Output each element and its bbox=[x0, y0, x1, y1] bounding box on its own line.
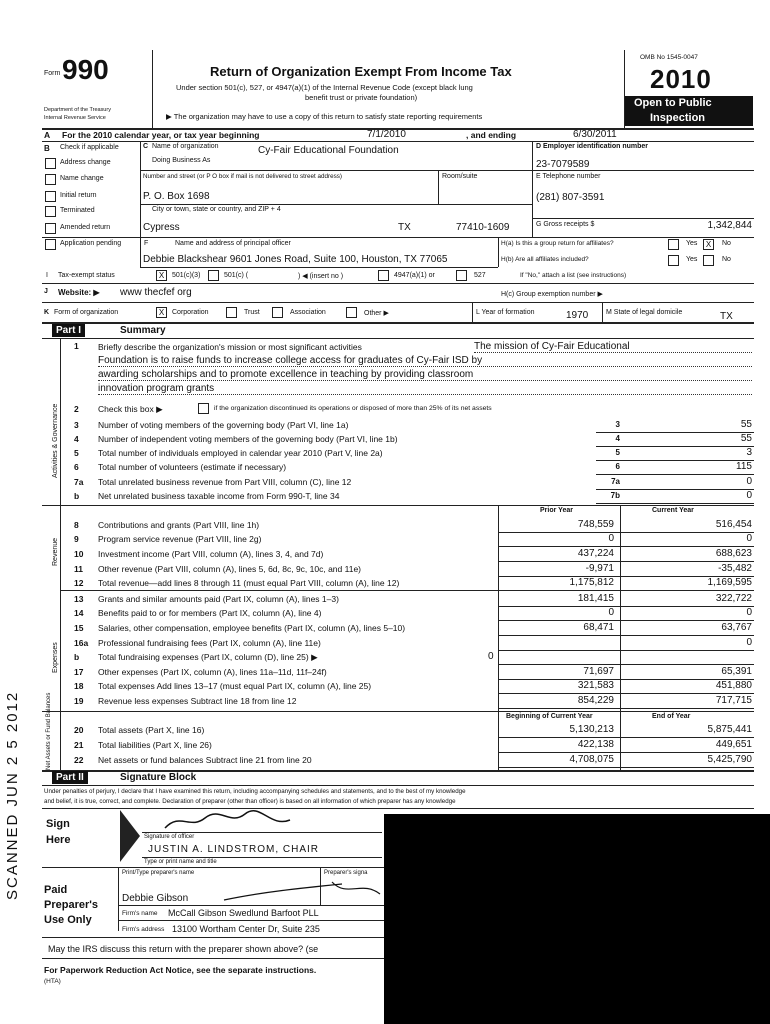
gov-line-label: Net unrelated business taxable income from Form 990-T, line 34 bbox=[98, 491, 340, 501]
name-change-checkbox[interactable] bbox=[45, 174, 56, 185]
address-change-checkbox[interactable] bbox=[45, 158, 56, 169]
fin-line-label: Total fundraising expenses (Part IX, column (D), line 25) ▶ bbox=[98, 652, 318, 662]
fin-line-label: Net assets or fund balances Subtract line 21 from line 20 bbox=[98, 755, 312, 765]
association-checkbox[interactable] bbox=[272, 307, 283, 318]
redaction-block bbox=[384, 814, 770, 1024]
fin-line-num: 8 bbox=[74, 520, 79, 530]
form-number: 990 bbox=[62, 54, 109, 85]
discuss-question: May the IRS discuss this return with the preparer shown above? (se bbox=[48, 944, 319, 954]
terminated-checkbox[interactable] bbox=[45, 206, 56, 217]
fin-current-value: 322,722 bbox=[715, 593, 752, 604]
website-value[interactable]: www thecfef org bbox=[120, 287, 192, 298]
fin-line-num: 18 bbox=[74, 681, 84, 691]
fin-current-value: 516,454 bbox=[715, 519, 752, 530]
phone: (281) 807-3591 bbox=[536, 192, 605, 203]
year-formation: 1970 bbox=[566, 310, 589, 321]
use-only-label: Use Only bbox=[44, 914, 92, 926]
fin-line-num: 15 bbox=[74, 623, 84, 633]
prior-year-header: Prior Year bbox=[540, 507, 573, 514]
type-name-label: Type or print name and title bbox=[144, 859, 217, 865]
gov-line-value: 3 bbox=[746, 447, 752, 458]
gov-line-box: 6 bbox=[615, 462, 620, 471]
mission-line-2: Foundation is to raise funds to increase college access for graduates of Cy-Fair ISD by bbox=[98, 355, 752, 367]
application-pending-label: Application pending bbox=[60, 240, 122, 247]
firm-name: McCall Gibson Swedlund Barfoot PLL bbox=[168, 908, 319, 918]
org-name-label: Name of organization bbox=[152, 143, 219, 150]
ha-no-label: No bbox=[722, 240, 731, 247]
gross-receipts-label: G Gross receipts $ bbox=[536, 221, 595, 228]
hb-no-checkbox[interactable] bbox=[703, 255, 714, 266]
firm-name-label: Firm's name bbox=[122, 910, 158, 917]
fin-line-num: 16a bbox=[74, 638, 89, 648]
trust-label: Trust bbox=[244, 309, 260, 316]
tax-year-end: 6/30/2011 bbox=[573, 129, 617, 140]
tax-year-begin: 7/1/2010 bbox=[367, 129, 406, 140]
ha-no-checkbox[interactable]: X bbox=[703, 239, 714, 250]
officer-signature-label: Signature of officer bbox=[144, 834, 195, 840]
fin-prior-value: 321,583 bbox=[577, 680, 614, 691]
fin-line-label: Investment income (Part VIII, column (A), lines 3, 4, and 7d) bbox=[98, 549, 324, 559]
4947-label: 4947(a)(1) or bbox=[394, 272, 435, 279]
city-label: City or town, state or country, and ZIP + 4 bbox=[152, 206, 281, 213]
form-subtitle-1: Under section 501(c), 527, or 4947(a)(1) of the Internal Revenue Code (except black lung bbox=[176, 83, 473, 92]
form-subtitle-2: benefit trust or private foundation) bbox=[305, 93, 418, 102]
preparer-signature-label: Preparer's signa bbox=[324, 870, 368, 876]
gov-line-num: 7a bbox=[74, 477, 84, 487]
fin-prior-value: 0 bbox=[608, 607, 614, 618]
corporation-checkbox[interactable]: X bbox=[156, 307, 167, 318]
hb-yes-label: Yes bbox=[686, 256, 698, 263]
dba-label: Doing Business As bbox=[152, 157, 211, 164]
fin-prior-value: 4,708,075 bbox=[569, 754, 614, 765]
gov-line-box: 5 bbox=[615, 448, 620, 457]
fin-current-value: -35,482 bbox=[718, 563, 752, 574]
fin-prior-value: -9,971 bbox=[585, 563, 614, 574]
fin-line-num: 13 bbox=[74, 594, 84, 604]
fin-line-num: 22 bbox=[74, 755, 84, 765]
room-suite-label: Room/suite bbox=[442, 173, 478, 180]
fin-prior-value: 181,415 bbox=[577, 593, 614, 604]
year-formation-label: L Year of formation bbox=[476, 309, 535, 316]
fin-line-label: Benefits paid to or for members (Part IX, column (A), line 4) bbox=[98, 608, 322, 618]
line-1-label: Briefly describe the organization's mission or most significant activities bbox=[98, 342, 362, 352]
fin-prior-value: 437,224 bbox=[577, 548, 614, 559]
fin-line-label: Grants and similar amounts paid (Part IX, column (A), lines 1–3) bbox=[98, 594, 339, 604]
gov-line-label: Total number of volunteers (estimate if necessary) bbox=[98, 462, 287, 472]
fin-current-value: 5,425,790 bbox=[707, 754, 752, 765]
fin-prior-value: 1,175,812 bbox=[569, 577, 614, 588]
form-title: Return of Organization Exempt From Income Tax bbox=[210, 64, 512, 79]
phone-label: E Telephone number bbox=[536, 173, 601, 180]
gov-line-value: 55 bbox=[740, 419, 752, 430]
officer-signature-scribble bbox=[160, 810, 300, 832]
fin-current-value: 451,880 bbox=[715, 680, 752, 691]
fin-current-value: 65,391 bbox=[721, 666, 752, 677]
gov-line-box: 3 bbox=[615, 420, 620, 429]
fin-current-value: 0 bbox=[746, 637, 752, 648]
legal-domicile: TX bbox=[720, 311, 733, 322]
fin-line-num: 20 bbox=[74, 725, 84, 735]
gov-line-label: Total unrelated business revenue from Part VIII, column (C), line 12 bbox=[98, 477, 352, 487]
other-checkbox[interactable] bbox=[346, 307, 357, 318]
ha-yes-label: Yes bbox=[686, 240, 698, 247]
begin-year-header: Beginning of Current Year bbox=[506, 713, 593, 720]
501c3-label: 501(c)(3) bbox=[172, 272, 201, 279]
gov-line-num: 6 bbox=[74, 462, 79, 472]
gov-line-label: Total number of individuals employed in calendar year 2010 (Part V, line 2a) bbox=[98, 448, 383, 458]
paperwork-notice: For Paperwork Reduction Act Notice, see the separate instructions. bbox=[44, 965, 317, 975]
hb-yes-checkbox[interactable] bbox=[668, 255, 679, 266]
line-a-label: A bbox=[44, 130, 51, 140]
501c3-checkbox[interactable]: X bbox=[156, 270, 167, 281]
address-change-label: Address change bbox=[60, 159, 111, 166]
scanned-stamp: SCANNED JUN 2 5 2012 bbox=[4, 690, 21, 900]
state: TX bbox=[398, 222, 411, 233]
line-f-label: F bbox=[144, 240, 149, 247]
gov-line-num: 4 bbox=[74, 434, 79, 444]
line-a-text: For the 2010 calendar year, or tax year beginning bbox=[62, 130, 260, 140]
line-2-rest: if the organization discontinued its operations or disposed of more than 25% of its net assets bbox=[214, 405, 492, 412]
tax-exempt-status-label: Tax-exempt status bbox=[58, 272, 115, 279]
street-address: P. O. Box 1698 bbox=[143, 191, 210, 202]
side-label-governance: Activities & Governance bbox=[52, 403, 59, 478]
corporation-label: Corporation bbox=[172, 309, 209, 316]
application-pending-checkbox[interactable] bbox=[45, 239, 56, 250]
line-j-label: J bbox=[44, 288, 48, 295]
fin-current-value: 63,767 bbox=[721, 622, 752, 633]
fin-prior-value: 748,559 bbox=[577, 519, 614, 530]
department: Department of the Treasury bbox=[44, 107, 111, 113]
fin-current-value: 1,169,595 bbox=[707, 577, 752, 588]
end-year-header: End of Year bbox=[652, 713, 691, 720]
fin-line-rule bbox=[498, 752, 754, 753]
line-k-label: K bbox=[44, 309, 50, 316]
fin-line-label: Total expenses Add lines 13–17 (must equal Part IX, column (A), line 25) bbox=[98, 681, 372, 691]
gov-line-box: 7b bbox=[610, 491, 620, 500]
fin-line-rule bbox=[498, 546, 754, 547]
irs-label: Internal Revenue Service bbox=[44, 115, 106, 121]
mission-line-3: awarding scholarships and to promote excellence in teaching by providing classroom bbox=[98, 369, 752, 381]
fin-current-value: 449,651 bbox=[715, 739, 752, 750]
affiliates-list-note: If "No," attach a list (see instructions) bbox=[520, 272, 627, 279]
preparer-name-label: Print/Type preparer's name bbox=[122, 870, 195, 876]
fin-line-label: Program service revenue (Part VIII, line 2g) bbox=[98, 534, 262, 544]
4947-checkbox[interactable] bbox=[378, 270, 389, 281]
fin-prior-value: 71,697 bbox=[583, 666, 614, 677]
city: Cypress bbox=[143, 222, 180, 233]
fin-line-num: 14 bbox=[74, 608, 84, 618]
fin-line-rule bbox=[498, 737, 754, 738]
fin-line-num: 12 bbox=[74, 578, 84, 588]
paid-label: Paid bbox=[44, 884, 68, 896]
preparer-signature-scribble bbox=[222, 878, 382, 906]
affiliates-question: H(b) Are all affiliates included? bbox=[501, 256, 589, 263]
state-notice: ▶ The organization may have to use a copy of this return to satisfy state reporting requirements bbox=[166, 112, 483, 121]
fin-line-rule bbox=[498, 693, 754, 694]
fin-line-label: Salaries, other compensation, employee benefits (Part IX, column (A), lines 5–10) bbox=[98, 623, 406, 633]
firm-address: 13100 Wortham Center Dr, Suite 235 bbox=[172, 924, 320, 934]
fin-prior-value: 0 bbox=[608, 533, 614, 544]
insert-no-label: ) ◀ (insert no ) bbox=[298, 273, 344, 280]
gov-line-rule bbox=[596, 474, 754, 475]
501c-checkbox[interactable] bbox=[208, 270, 219, 281]
sign-label: Sign bbox=[46, 818, 70, 830]
line-i-label: I bbox=[46, 272, 48, 279]
fin-current-value: 717,715 bbox=[715, 695, 752, 706]
501c-label: 501(c) ( bbox=[224, 272, 249, 279]
gov-line-value: 0 bbox=[746, 490, 752, 501]
fin-line-num: 10 bbox=[74, 549, 84, 559]
part-2-badge: Part II bbox=[52, 771, 88, 784]
ha-yes-checkbox[interactable] bbox=[668, 239, 679, 250]
discontinued-checkbox[interactable] bbox=[198, 403, 209, 414]
group-exemption-label: H(c) Group exemption number ▶ bbox=[501, 291, 603, 298]
initial-return-label: Initial return bbox=[60, 192, 97, 199]
fin-line-rule bbox=[498, 561, 754, 562]
initial-return-checkbox[interactable] bbox=[45, 191, 56, 202]
fin-line-rule bbox=[498, 650, 754, 651]
fin-line-label: Professional fundraising fees (Part IX, column (A), line 11e) bbox=[98, 638, 321, 648]
preparer-name: Debbie Gibson bbox=[122, 893, 189, 904]
fin-line-num: b bbox=[74, 652, 80, 662]
and-ending: , and ending bbox=[466, 130, 517, 140]
fin-current-value: 5,875,441 bbox=[707, 724, 752, 735]
here-label: Here bbox=[46, 834, 71, 846]
principal-officer: Debbie Blackshear 9601 Jones Road, Suite 100, Houston, TX 77065 bbox=[143, 254, 448, 265]
name-change-label: Name change bbox=[60, 175, 104, 182]
fin-line-label: Total liabilities (Part X, line 26) bbox=[98, 740, 212, 750]
fin-line-rule bbox=[498, 664, 754, 665]
side-label-net-assets: Net Assets or Fund Balances bbox=[46, 692, 52, 770]
street-label: Number and street (or P O box if mail is not delivered to street address) bbox=[143, 173, 343, 180]
527-label: 527 bbox=[474, 272, 486, 279]
amended-return-label: Amended return bbox=[60, 224, 111, 231]
fin-line-label: Other expenses (Part IX, column (A), lines 11a–11d, 11f–24f) bbox=[98, 667, 327, 677]
gov-line-value: 115 bbox=[736, 461, 752, 472]
preparers-label: Preparer's bbox=[44, 899, 98, 911]
inspection: Inspection bbox=[650, 112, 706, 124]
gov-line-value: 0 bbox=[746, 476, 752, 487]
legal-domicile-label: M State of legal domicile bbox=[606, 309, 683, 316]
hta-label: (HTA) bbox=[44, 978, 61, 985]
penalty-text-2: and belief, it is true, correct, and complete. Declaration of preparer (other than officer) is based on all information of which preparer has any knowledge bbox=[44, 798, 456, 805]
check-if-applicable: Check if applicable bbox=[60, 144, 119, 151]
gov-line-label: Number of independent voting members of the governing body (Part VI, line 1b) bbox=[98, 434, 398, 444]
part-1-badge: Part I bbox=[52, 324, 85, 337]
fin-inline-value: 0 bbox=[488, 651, 494, 662]
fin-line-label: Revenue less expenses Subtract line 18 from line 12 bbox=[98, 696, 297, 706]
part-2-title: Signature Block bbox=[120, 772, 197, 783]
ein-label: D Employer identification number bbox=[536, 143, 649, 150]
fin-line-num: 17 bbox=[74, 667, 84, 677]
open-public: Open to Public bbox=[634, 97, 712, 109]
fin-line-rule bbox=[498, 708, 754, 709]
gov-line-num: 3 bbox=[74, 420, 79, 430]
fin-prior-value: 5,130,213 bbox=[569, 724, 614, 735]
fin-current-value: 0 bbox=[746, 607, 752, 618]
ein: 23-7079589 bbox=[536, 159, 590, 170]
group-return-question: H(a) Is this a group return for affiliates? bbox=[501, 240, 614, 247]
side-label-expenses: Expenses bbox=[52, 642, 59, 673]
line-b-label: B bbox=[44, 144, 50, 153]
penalty-text-1: Under penalties of perjury, I declare that I have examined this return, including accompanying schedules and statements, and to the best of my knowledge bbox=[44, 788, 466, 795]
gov-line-num: b bbox=[74, 491, 80, 501]
mission-line-4: innovation program grants bbox=[98, 383, 752, 395]
omb-number: OMB No 1545-0047 bbox=[640, 54, 698, 61]
fin-line-rule bbox=[498, 767, 754, 768]
fin-line-num: 11 bbox=[74, 564, 83, 574]
officer-label: Name and address of principal officer bbox=[175, 240, 291, 247]
zip-code: 77410-1609 bbox=[456, 222, 510, 233]
fin-line-num: 19 bbox=[74, 696, 84, 706]
tax-year: 2010 bbox=[650, 64, 712, 94]
firm-address-label: Firm's address bbox=[122, 926, 165, 933]
fin-line-label: Contributions and grants (Part VIII, line 1h) bbox=[98, 520, 260, 530]
current-year-header: Current Year bbox=[652, 507, 694, 514]
trust-checkbox[interactable] bbox=[226, 307, 237, 318]
side-label-revenue: Revenue bbox=[52, 537, 59, 566]
527-checkbox[interactable] bbox=[456, 270, 467, 281]
line-2-label: Check this box ▶ bbox=[98, 404, 163, 414]
form-of-org-label: Form of organization bbox=[54, 309, 119, 316]
line-c-label: C bbox=[143, 143, 149, 150]
website-label: Website: ▶ bbox=[58, 288, 100, 297]
amended-return-checkbox[interactable] bbox=[45, 223, 56, 234]
fin-line-num: 9 bbox=[74, 534, 79, 544]
gross-receipts: 1,342,844 bbox=[707, 220, 752, 231]
line-1-num: 1 bbox=[74, 341, 79, 351]
fin-line-rule bbox=[498, 635, 754, 636]
gov-line-num: 5 bbox=[74, 448, 79, 458]
other-label: Other ▶ bbox=[364, 310, 389, 317]
fin-line-label: Total assets (Part X, line 16) bbox=[98, 725, 205, 735]
form-word: Form bbox=[44, 70, 61, 77]
hb-no-label: No bbox=[722, 256, 731, 263]
officer-name-title: JUSTIN A. LINDSTROM, CHAIR bbox=[148, 844, 320, 855]
fin-current-value: 688,623 bbox=[715, 548, 752, 559]
part-1-title: Summary bbox=[120, 325, 166, 336]
gov-line-label: Number of voting members of the governing body (Part VI, line 1a) bbox=[98, 420, 349, 430]
gov-line-box: 7a bbox=[611, 477, 620, 486]
fin-line-label: Total revenue—add lines 8 through 11 (must equal Part VIII, column (A), line 12) bbox=[98, 578, 400, 588]
sign-here-arrow-icon bbox=[118, 808, 142, 864]
fin-line-num: 21 bbox=[74, 740, 84, 750]
association-label: Association bbox=[290, 309, 326, 316]
gov-line-box: 4 bbox=[615, 434, 620, 443]
fin-line-label: Other revenue (Part VIII, column (A), lines 5, 6d, 8c, 9c, 10c, and 11e) bbox=[98, 564, 361, 574]
fin-prior-value: 422,138 bbox=[577, 739, 614, 750]
org-name: Cy-Fair Educational Foundation bbox=[258, 145, 399, 156]
fin-prior-value: 854,229 bbox=[577, 695, 614, 706]
gov-line-rule bbox=[596, 503, 754, 504]
fin-line-rule bbox=[498, 620, 754, 621]
fin-current-value: 0 bbox=[746, 533, 752, 544]
gov-line-value: 55 bbox=[740, 433, 752, 444]
fin-prior-value: 68,471 bbox=[583, 622, 614, 633]
line-2-num: 2 bbox=[74, 404, 79, 414]
mission-line-1: The mission of Cy-Fair Educational bbox=[474, 341, 752, 353]
terminated-label: Terminated bbox=[60, 207, 95, 214]
